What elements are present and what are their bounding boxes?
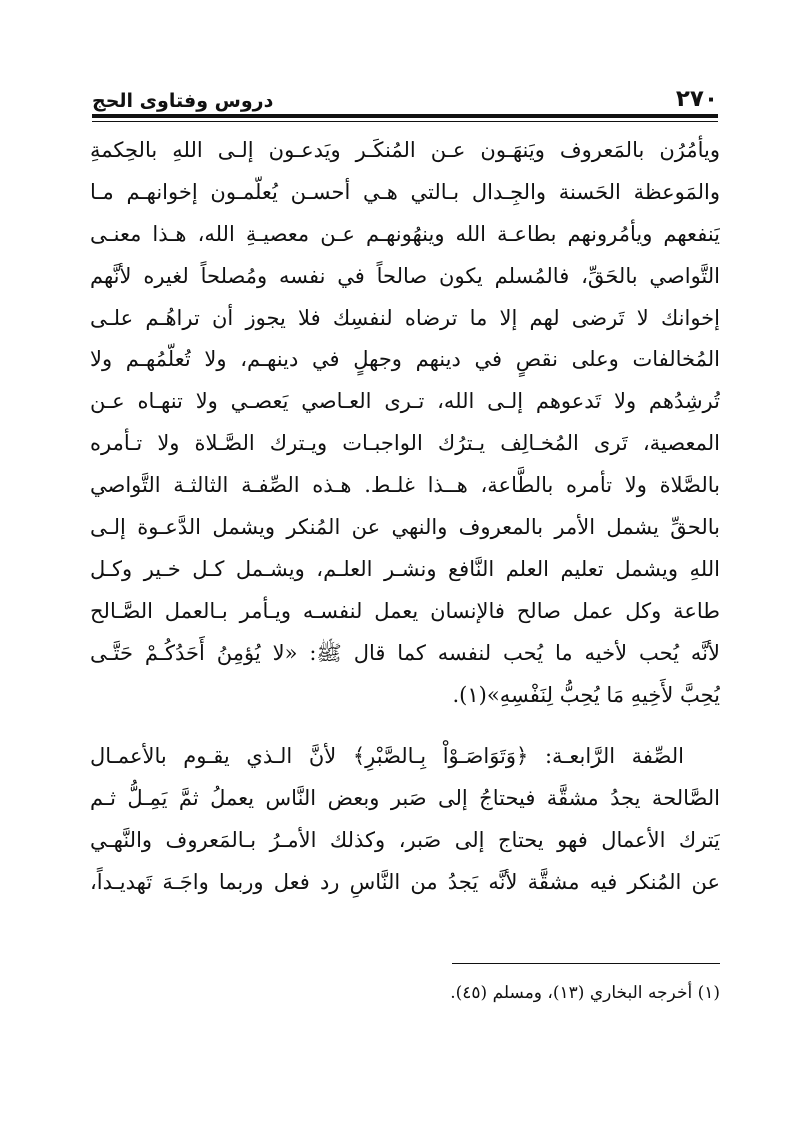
header-rule-thick bbox=[92, 114, 718, 118]
text-line: التَّواصي بالحَقِّ، فالمُسلم يكون صالحاً في نفسه ومُصلحاً لغيره لأنَّهم bbox=[90, 263, 720, 288]
text-line: والمَوعظة الحَسنة والجِـدال بـالتي هـي أحسـن يُعلّمـون إخوانهـم مـا bbox=[90, 179, 720, 204]
text-line: الصِّفة الرَّابعـة: ﴿وَتَوَاصَـوْاْ بِـالصَّبْرِ﴾ لأنَّ الـذي يقـوم بالأعمـال bbox=[90, 744, 684, 769]
text-line: اللهِ ويشمل تعليم العلم النَّافع ونشـر العلـم، ويشـمل كـل خـير وكـل bbox=[90, 556, 720, 581]
page-number: ٢٧٠ bbox=[675, 86, 718, 112]
paragraph-2 bbox=[90, 736, 720, 904]
text-line: يُحِبَّ لأَخِيهِ مَا يُحِبُّ لِنَفْسِهِ»(١). bbox=[452, 682, 720, 707]
text-line: يَنفعهم ويأمُرونهم بطاعـة الله وينهُونهـم عـن معصيـةِ الله، هـذا معنـى bbox=[90, 221, 720, 246]
footnote-rule bbox=[452, 963, 720, 964]
text-line: الصَّالحة يجدُ مشقَّة فيحتاجُ إلى صَبر وبعض النَّاس يعملُ ثمَّ يَمِـلُّ ثـم bbox=[90, 786, 720, 811]
paragraph-1 bbox=[90, 130, 720, 716]
header-rule-thin bbox=[92, 121, 718, 122]
text-line: إخوانك لا تَرضى لهم إلا ما ترضاه لنفسِك فلا يجوز أن تراهُـم علـى bbox=[90, 305, 720, 330]
text-line: بالحقِّ يشمل الأمر بالمعروف والنهي عن المُنكر ويشمل الدَّعـوة إلـى bbox=[90, 515, 720, 540]
body-text bbox=[90, 130, 720, 904]
text-line: المعصية، تَرى المُخـالِف يـترُك الواجبـات ويـترك الصَّـلاة ولا تـأمره bbox=[90, 431, 720, 456]
text-line: بالصَّلاة ولا تأمره بالطَّاعة، هــذا غلـط. هـذه الصِّفـة الثالثـة التَّواصي bbox=[90, 473, 720, 498]
text-line: لأنَّه يُحب لأخيه ما يُحب لنفسه كما قال ﷺ: «لا يُؤمِنُ أَحَدُكُـمْ حَتَّـى bbox=[90, 640, 720, 665]
footnote: (١) أخرجه البخاري (١٣)، ومسلم (٤٥). bbox=[450, 983, 720, 1003]
running-title: دروس وفتاوى الحج bbox=[92, 90, 274, 112]
text-line: يَترك الأعمال فهو يحتاج إلى صَبر، وكذلك الأمـرُ بـالمَعروف والنَّهـي bbox=[90, 828, 720, 853]
text-line: المُخالفات وعلى نقصٍ في دينهم وجهلٍ في دينهـم، ولا تُعلّمُهـم ولا bbox=[90, 347, 720, 372]
text-line: عن المُنكر فيه مشقَّة لأنَّه يَجدُ من النَّاسِ رد فعل وربما واجَـهَ تَهديـداً، bbox=[90, 870, 720, 895]
paragraph-gap bbox=[90, 716, 720, 736]
text-line: طاعة وكل عمل صالح فالإنسان يعمل لنفسـه ويـأمر بـالعمل الصَّـالح bbox=[90, 598, 720, 623]
text-line: تُرشِدُهم ولا تَدعوهم إلـى الله، تـرى العـاصي يَعصـي ولا تنهـاه عـن bbox=[90, 389, 720, 414]
page-header bbox=[92, 78, 718, 112]
text-line: ويأمُرُن بالمَعروف ويَنهَـون عـن المُنكَـر ويَدعـون إلـى اللهِ بالحِكمةِ bbox=[90, 138, 720, 162]
